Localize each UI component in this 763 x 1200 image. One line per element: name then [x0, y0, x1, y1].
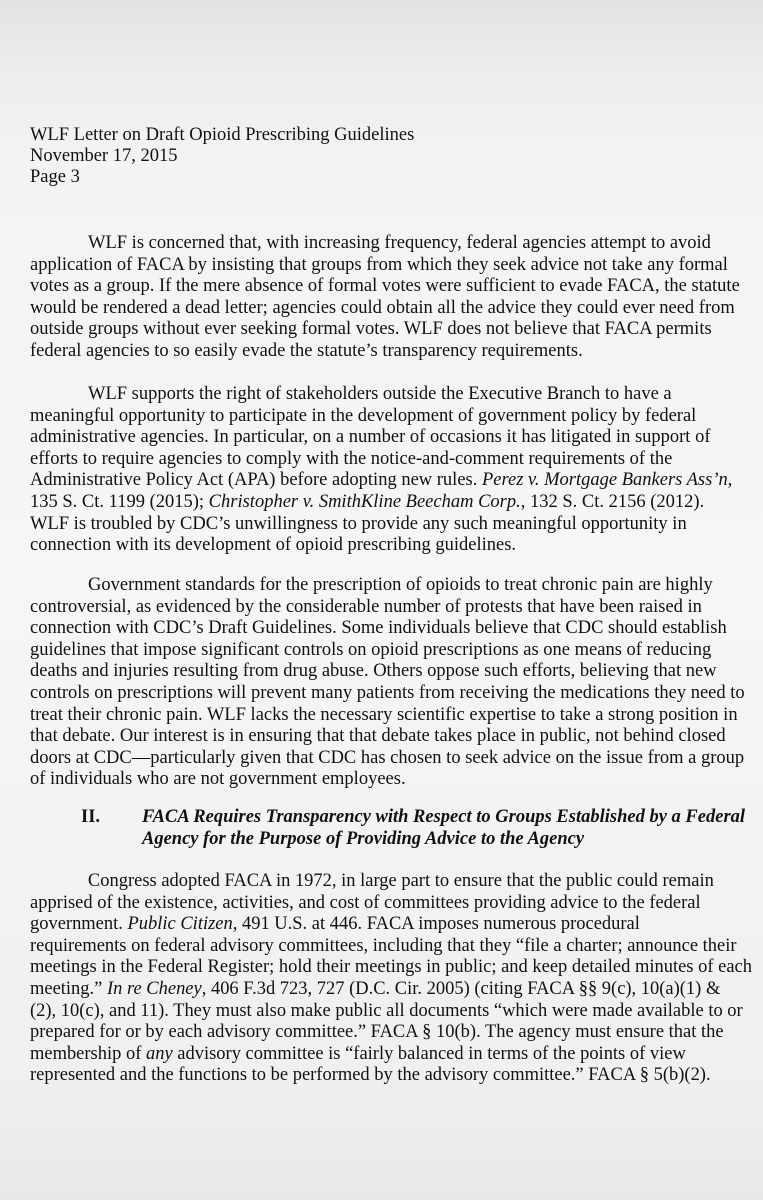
paragraph-line: doors at CDC—particularly given that CDC has chosen to seek advice on the issue from a group	[30, 747, 745, 768]
paragraph-line: guidelines that impose significant controls on opioid prescriptions as one means of reducing	[30, 639, 712, 660]
header-page-number: Page 3	[30, 167, 80, 187]
paragraph-line	[30, 492, 732, 514]
paragraph-line	[30, 979, 752, 1001]
paragraph-line: that debate. Our interest is in ensuring that that debate takes place in public, not behind closed	[30, 726, 726, 747]
case-citation: Christopher v. SmithKline Beecham Corp.	[208, 491, 521, 512]
paragraph-line: Government standards for the prescription of opioids to treat chronic pain are highly	[88, 575, 713, 595]
paragraph-line: votes as a group. If the mere absence of formal votes were sufficient to evade FACA, the statute	[30, 276, 740, 297]
paragraph-line: efforts to require agencies to comply with the notice-and-comment requirements of the	[30, 448, 673, 469]
header-title: WLF Letter on Draft Opioid Prescribing Guidelines	[30, 125, 415, 145]
text-run: ,	[727, 470, 733, 491]
paragraph-line: administrative agencies. In particular, on a number of occasions it has litigated in support of	[30, 427, 711, 448]
text-run: membership of	[30, 1043, 146, 1064]
paragraph-line	[30, 470, 732, 492]
text-run: 135 S. Ct. 1199 (2015);	[30, 491, 209, 512]
paragraph-line: federal agencies to so easily evade the statute’s transparency requirements.	[30, 340, 583, 361]
paragraph-line: WLF is concerned that, with increasing frequency, federal agencies attempt to avoid	[88, 233, 711, 253]
text-run: advisory committee is “fairly balanced in terms of the points of view	[172, 1043, 686, 1064]
paragraph-line: meaningful opportunity to participate in the development of government policy by federal	[30, 405, 697, 426]
letter-header	[30, 125, 414, 188]
case-citation: Perez v. Mortgage Bankers Ass’n	[481, 470, 728, 491]
paragraph-faca-avoidance	[30, 233, 740, 363]
paragraph-line: (2), 10(c), and 11). They must also make public all documents “which were made available to or	[30, 1000, 743, 1021]
paragraph-line: apprised of the existence, activities, and cost of committees providing advice to the federal	[30, 892, 701, 913]
paragraph-stakeholders	[30, 384, 732, 557]
text-run: , 132 S. Ct. 2156 (2012).	[520, 491, 705, 512]
emphasis: any	[145, 1043, 173, 1064]
paragraph-line: Congress adopted FACA in 1972, in large part to ensure that the public could remain	[87, 871, 714, 891]
paragraph-line	[30, 1044, 752, 1066]
paragraph-line: would be rendered a dead letter; agencies could obtain all the advice they could ever need from	[30, 297, 735, 318]
paragraph-line: treat their chronic pain. WLF lacks the necessary scientific expertise to take a strong position in	[30, 704, 738, 725]
paragraph-line: of individuals who are not government employees.	[30, 769, 406, 790]
paragraph-line: WLF supports the right of stakeholders outside the Executive Branch to have a	[88, 384, 672, 404]
paragraph-line: connection with its development of opioid prescribing guidelines.	[30, 535, 517, 556]
section-title-line: FACA Requires Transparency with Respect to Groups Established by a Federal	[142, 807, 746, 827]
header-date: November 17, 2015	[30, 146, 178, 166]
paragraph-line	[30, 914, 752, 936]
paragraph-line: application of FACA by insisting that groups from which they seek advice not take any formal	[30, 254, 728, 275]
case-citation: In re Cheney	[106, 978, 202, 999]
paragraph-line: controversial, as evidenced by the considerable number of protests that have been raised in	[30, 596, 702, 617]
paragraph-line: outside groups without ever seeking formal votes. WLF does not believe that FACA permits	[30, 319, 712, 340]
paragraph-line: WLF is troubled by CDC’s unwillingness to provide any such meaningful opportunity in	[30, 513, 687, 534]
paragraph-line: deaths and injuries resulting from drug abuse. Others oppose such efforts, believing that new	[30, 661, 717, 682]
case-citation: Public Citizen	[127, 914, 233, 935]
text-run: Administrative Policy Act (APA) before adopting new rules.	[30, 470, 482, 491]
text-run: , 491 U.S. at 446. FACA imposes numerous procedural	[232, 914, 640, 935]
section-number: II.	[81, 807, 101, 827]
paragraph-government-standards	[30, 575, 745, 791]
paragraph-line: meetings in the Federal Register; hold their meetings in public; and keep detailed minutes of each	[30, 957, 752, 978]
text-run: , 406 F.3d 723, 727 (D.C. Cir. 2005) (citing FACA §§ 9(c), 10(a)(1) &	[201, 978, 721, 999]
text-run: government.	[30, 914, 128, 935]
paragraph-line: controls on prescriptions will prevent many patients from receiving the medications they need to	[30, 682, 745, 703]
paragraph-line: prepared for or by each advisory committee.” FACA § 10(b). The agency must ensure that the	[30, 1022, 724, 1043]
section-title	[142, 807, 745, 850]
paragraph-line: represented and the functions to be performed by the advisory committee.” FACA § 5(b)(2).	[30, 1065, 711, 1086]
text-run: meeting.”	[30, 978, 107, 999]
section-title-line: Agency for the Purpose of Providing Advice to the Agency	[142, 828, 585, 849]
paragraph-line: requirements on federal advisory committees, including that they “file a charter; announce their	[30, 935, 737, 956]
paragraph-congress-faca	[30, 871, 753, 1087]
paragraph-line: connection with CDC’s Draft Guidelines. Some individuals believe that CDC should establish	[30, 618, 727, 639]
